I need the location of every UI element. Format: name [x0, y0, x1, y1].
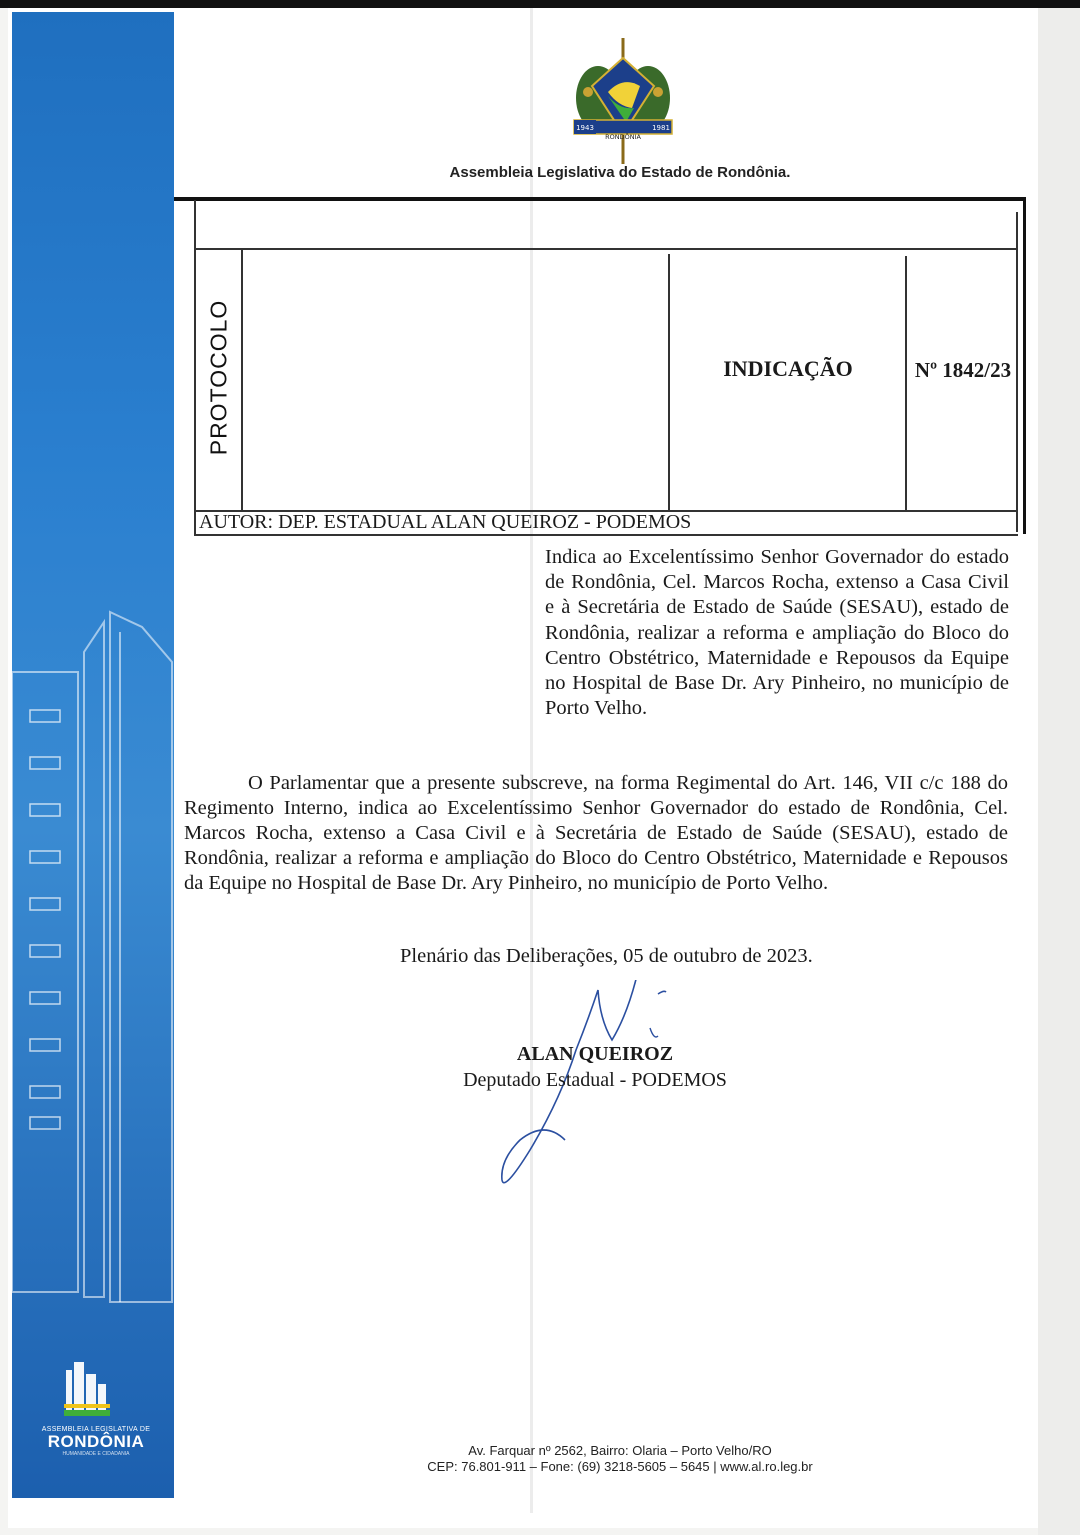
- form-line: [194, 200, 196, 536]
- crest-year-right: 1981: [652, 124, 670, 132]
- form-line: [668, 254, 670, 510]
- scan-right-margin: [1038, 8, 1080, 1535]
- rondonia-coat-of-arms-icon: [568, 36, 678, 168]
- document-type: INDICAÇÃO: [723, 356, 853, 381]
- top-edge-bar: [0, 0, 1080, 8]
- logo-small-text: ASSEMBLEIA LEGISLATIVA DE: [41, 1426, 151, 1433]
- body-paragraph: O Parlamentar que a presente subscreve, na forma Regimental do Art. 146, VII c/c 188 do Regimento Interno, indica ao Excelentíssimo Senhor Governador do estado de Rondônia, Cel. Marcos Rocha, extenso a Casa Civil e à Secretária de Estado de Saúde (SESAU), estado de Rondônia, realizar a reforma e ampliação do Bloco do Centro Obstétrico, Maternidade e Repousos da Equipe no Hospital de Base Dr. Ary Pinheiro, no município de Porto Velho.: [184, 772, 1008, 894]
- footer-address: Av. Farquar nº 2562, Bairro: Olaria – Porto Velho/RO: [468, 1443, 772, 1458]
- ementa-paragraph: Indica ao Excelentíssimo Senhor Governador do estado de Rondônia, Cel. Marcos Rocha, extenso a Casa Civil e à Secretária de Estado de Saúde (SESAU), estado de Rondônia, realizar a reforma e ampliação do Bloco do Centro Obstétrico, Maternidade e Repousos da Equipe no Hospital de Base Dr. Ary Pinheiro, no município de Porto Velho.: [545, 546, 1009, 720]
- crest-year-left: 1943: [576, 124, 594, 132]
- protocol-label: [197, 250, 241, 504]
- footer: [330, 1443, 910, 1475]
- form-line: [196, 534, 1018, 536]
- crest-ribbon: RONDÔNIA: [605, 133, 641, 141]
- form-line: [196, 248, 1016, 250]
- author-line: AUTOR: DEP. ESTADUAL ALAN QUEIROZ - PODEMOS: [199, 511, 692, 533]
- signer-role: Deputado Estadual - PODEMOS: [463, 1069, 727, 1091]
- protocol-label-text: PROTOCOLO: [205, 299, 232, 455]
- institution-title: Assembleia Legislativa do Estado de Rondônia.: [449, 164, 791, 181]
- document-number: Nº 1842/23: [914, 358, 1012, 382]
- sidebar-stripe: [12, 12, 174, 1498]
- place-date: Plenário das Deliberações, 05 de outubro de 2023.: [400, 945, 813, 967]
- footer-contact: CEP: 76.801-911 – Fone: (69) 3218-5605 – 5645 | www.al.ro.leg.br: [427, 1459, 813, 1474]
- signer-name: ALAN QUEIROZ: [516, 1043, 674, 1065]
- form-line: [241, 248, 243, 510]
- logo-tagline: HUMANIDADE E CIDADANIA: [62, 1451, 130, 1457]
- logo-title: RONDÔNIA: [47, 1432, 145, 1451]
- form-line: [905, 256, 907, 510]
- assembly-logo: [26, 1424, 166, 1457]
- building-illustration-icon: [12, 12, 174, 1498]
